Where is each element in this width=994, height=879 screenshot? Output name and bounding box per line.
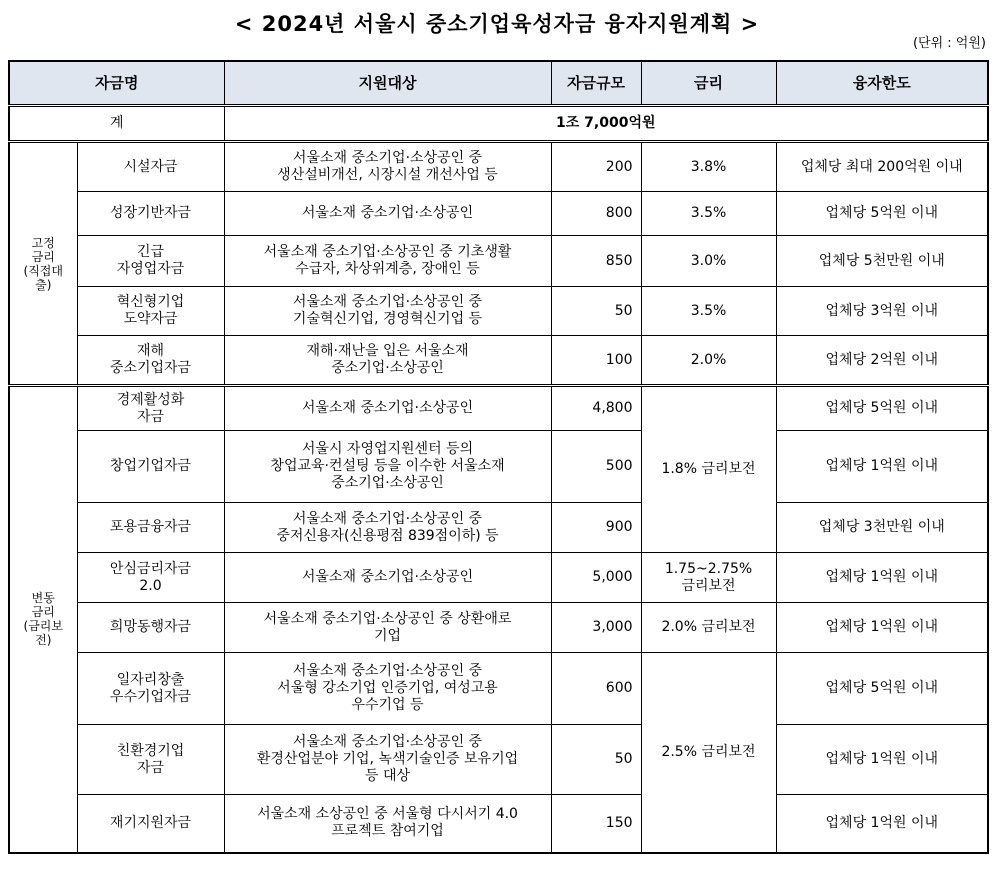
fund-limit: 업체당 1억원 이내 — [776, 553, 988, 603]
fund-size: 4,800 — [551, 386, 641, 431]
fund-name: 시설자금 — [77, 142, 224, 192]
total-value: 1조 7,000억원 — [224, 106, 988, 142]
table-row — [9, 653, 988, 725]
fund-target: 서울소재 중소기업·소상공인 중 생산설비개선, 시장시설 개선사업 등 — [224, 142, 551, 192]
table-row — [9, 287, 988, 336]
fund-size: 600 — [551, 653, 641, 725]
header-rate: 금리 — [641, 61, 776, 106]
table-row — [9, 553, 988, 603]
fund-target: 서울소재 중소기업·소상공인 — [224, 386, 551, 431]
fund-rate: 3.5% — [641, 192, 776, 236]
table-row — [9, 336, 988, 386]
fund-target: 서울소재 중소기업·소상공인 중 서울형 강소기업 인증기업, 여성고용 우수기업 등 — [224, 653, 551, 725]
fund-name: 친환경기업 자금 — [77, 725, 224, 795]
table-row — [9, 386, 988, 431]
header-limit: 융자한도 — [776, 61, 988, 106]
table-row — [9, 795, 988, 853]
fund-target: 서울소재 중소기업·소상공인 중 환경산업분야 기업, 녹색기술인증 보유기업 등 대상 — [224, 725, 551, 795]
fund-name: 희망동행자금 — [77, 603, 224, 653]
fund-name: 창업기업자금 — [77, 431, 224, 503]
fund-limit: 업체당 5억원 이내 — [776, 653, 988, 725]
group-label-fixed: 고정 금리 (직접대 출) — [9, 142, 77, 386]
table-row — [9, 503, 988, 553]
fund-limit: 업체당 3억원 이내 — [776, 287, 988, 336]
table-row — [9, 236, 988, 287]
fund-size: 900 — [551, 503, 641, 553]
fund-target: 서울소재 중소기업·소상공인 중 중저신용자(신용평점 839점이하) 등 — [224, 503, 551, 553]
total-label: 계 — [9, 106, 224, 142]
fund-limit: 업체당 3천만원 이내 — [776, 503, 988, 553]
fund-rate: 1.8% 금리보전 — [641, 386, 776, 553]
fund-rate: 1.75~2.75% 금리보전 — [641, 553, 776, 603]
fund-size: 500 — [551, 431, 641, 503]
fund-target: 서울소재 중소기업·소상공인 — [224, 192, 551, 236]
table-row — [9, 142, 988, 192]
fund-name: 포용금융자금 — [77, 503, 224, 553]
fund-target: 재해·재난을 입은 서울소재 중소기업·소상공인 — [224, 336, 551, 386]
fund-limit: 업체당 5천만원 이내 — [776, 236, 988, 287]
header-target: 지원대상 — [224, 61, 551, 106]
fund-rate: 3.5% — [641, 287, 776, 336]
fund-target: 서울소재 중소기업·소상공인 중 상환애로 기업 — [224, 603, 551, 653]
table-row — [9, 603, 988, 653]
fund-size: 50 — [551, 725, 641, 795]
header-size: 자금규모 — [551, 61, 641, 106]
fund-size: 150 — [551, 795, 641, 853]
loan-plan-table — [8, 60, 989, 854]
fund-limit: 업체당 2억원 이내 — [776, 336, 988, 386]
fund-limit: 업체당 최대 200억원 이내 — [776, 142, 988, 192]
fund-target: 서울소재 소상공인 중 서울형 다시서기 4.0 프로젝트 참여기업 — [224, 795, 551, 853]
page-title: < 2024년 서울시 중소기업육성자금 융자지원계획 > — [234, 12, 760, 36]
fund-limit: 업체당 1억원 이내 — [776, 725, 988, 795]
table-row — [9, 725, 988, 795]
fund-size: 3,000 — [551, 603, 641, 653]
fund-rate: 2.0% — [641, 336, 776, 386]
fund-size: 850 — [551, 236, 641, 287]
fund-target: 서울시 자영업지원센터 등의 창업교육·컨설팅 등을 이수한 서울소재 중소기업·소상공인 — [224, 431, 551, 503]
fund-limit: 업체당 5억원 이내 — [776, 386, 988, 431]
fund-limit: 업체당 5억원 이내 — [776, 192, 988, 236]
group-label-variable: 변동 금리 (금리보 전) — [9, 386, 77, 853]
table-header-row — [9, 61, 988, 106]
fund-size: 100 — [551, 336, 641, 386]
header-fund-name: 자금명 — [9, 61, 224, 106]
fund-limit: 업체당 1억원 이내 — [776, 603, 988, 653]
fund-target: 서울소재 중소기업·소상공인 — [224, 553, 551, 603]
fund-rate: 2.0% 금리보전 — [641, 603, 776, 653]
fund-size: 5,000 — [551, 553, 641, 603]
fund-rate: 3.8% — [641, 142, 776, 192]
fund-target: 서울소재 중소기업·소상공인 중 기초생활 수급자, 차상위계층, 장애인 등 — [224, 236, 551, 287]
table-row — [9, 431, 988, 503]
total-row — [9, 106, 988, 142]
table-row — [9, 192, 988, 236]
fund-limit: 업체당 1억원 이내 — [776, 431, 988, 503]
fund-target: 서울소재 중소기업·소상공인 중 기술혁신기업, 경영혁신기업 등 — [224, 287, 551, 336]
unit-label: (단위 : 억원) — [912, 36, 986, 51]
fund-name: 재해 중소기업자금 — [77, 336, 224, 386]
fund-name: 성장기반자금 — [77, 192, 224, 236]
fund-rate: 3.0% — [641, 236, 776, 287]
fund-name: 재기지원자금 — [77, 795, 224, 853]
fund-name: 경제활성화 자금 — [77, 386, 224, 431]
fund-name: 안심금리자금 2.0 — [77, 553, 224, 603]
fund-rate: 2.5% 금리보전 — [641, 653, 776, 853]
fund-name: 혁신형기업 도약자금 — [77, 287, 224, 336]
fund-name: 긴급 자영업자금 — [77, 236, 224, 287]
fund-size: 50 — [551, 287, 641, 336]
fund-size: 800 — [551, 192, 641, 236]
fund-size: 200 — [551, 142, 641, 192]
fund-limit: 업체당 1억원 이내 — [776, 795, 988, 853]
fund-name: 일자리창출 우수기업자금 — [77, 653, 224, 725]
